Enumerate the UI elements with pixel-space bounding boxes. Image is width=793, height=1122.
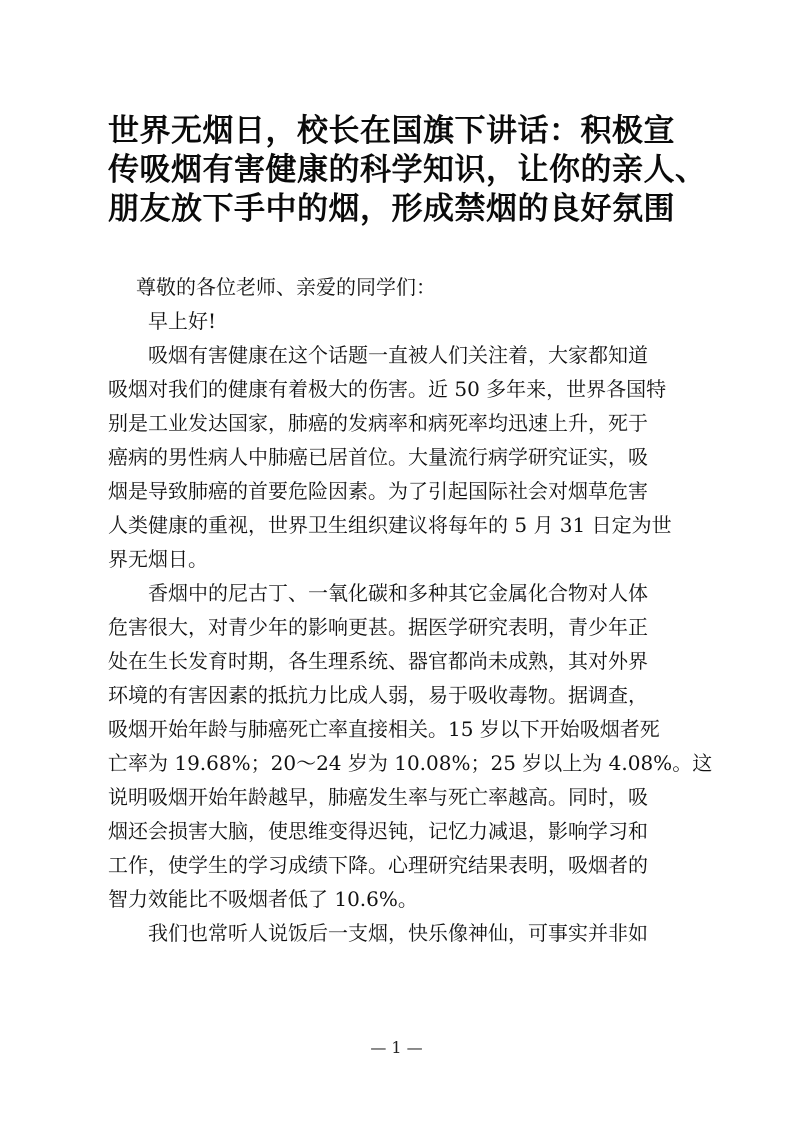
paragraph-line: 环境的有害因素的抵抗力比成人弱，易于吸收毒物。据调查， [108, 683, 648, 707]
paragraph-line: 香烟中的尼古丁、一氧化碳和多种其它金属化合物对人体 [148, 581, 648, 605]
paragraph-line: 癌病的男性病人中肺癌已居首位。大量流行病学研究证实，吸 [108, 445, 648, 469]
paragraph-line: 吸烟对我们的健康有着极大的伤害。近 50 多年来，世界各国特 [108, 377, 667, 401]
paragraph-line: 人类健康的重视，世界卫生组织建议将每年的 5 月 31 日定为世 [108, 513, 672, 537]
paragraph-line: 别是工业发达国家，肺癌的发病率和病死率均迅速上升，死于 [108, 411, 648, 435]
paragraph-3 [108, 916, 688, 950]
paragraph-line: 吸烟有害健康在这个话题一直被人们关注着，大家都知道 [148, 343, 648, 367]
paragraph-line: 工作，使学生的学习成绩下降。心理研究结果表明，吸烟者的 [108, 853, 648, 877]
page-number: — 1 — [370, 1038, 423, 1057]
paragraph-line: 烟还会损害大脑，使思维变得迟钝，记忆力减退，影响学习和 [108, 819, 648, 843]
greeting: 早上好! [148, 309, 217, 333]
paragraph-1 [108, 338, 688, 576]
paragraph-line: 智力效能比不吸烟者低了 10.6%。 [108, 887, 418, 911]
paragraph-line: 亡率为 19.68%；20～24 岁为 10.08%；25 岁以上为 4.08%。这 [108, 751, 713, 775]
paragraph-line: 说明吸烟开始年龄越早，肺癌发生率与死亡率越高。同时，吸 [108, 785, 648, 809]
paragraph-line: 危害很大，对青少年的影响更甚。据医学研究表明，青少年正 [108, 615, 648, 639]
paragraph-line: 界无烟日。 [108, 547, 208, 571]
document-body [108, 270, 713, 950]
document-title [108, 112, 707, 229]
salutation: 尊敬的各位老师、亲爱的同学们： [136, 275, 436, 299]
paragraph-line: 处在生长发育时期，各生理系统、器官都尚未成熟，其对外界 [108, 649, 648, 673]
paragraph-2 [108, 576, 713, 916]
paragraph-line: 我们也常听人说饭后一支烟，快乐像神仙，可事实并非如 [148, 921, 648, 945]
title-line: 世界无烟日，校长在国旗下讲话：积极宣 [108, 113, 675, 149]
paragraph-line: 吸烟开始年龄与肺癌死亡率直接相关。15 岁以下开始吸烟者死 [108, 717, 660, 741]
title-line: 传吸烟有害健康的科学知识，让你的亲人、 [108, 152, 707, 188]
paragraph-line: 烟是导致肺癌的首要危险因素。为了引起国际社会对烟草危害 [108, 479, 648, 503]
title-line: 朋友放下手中的烟，形成禁烟的良好氛围 [108, 191, 675, 227]
